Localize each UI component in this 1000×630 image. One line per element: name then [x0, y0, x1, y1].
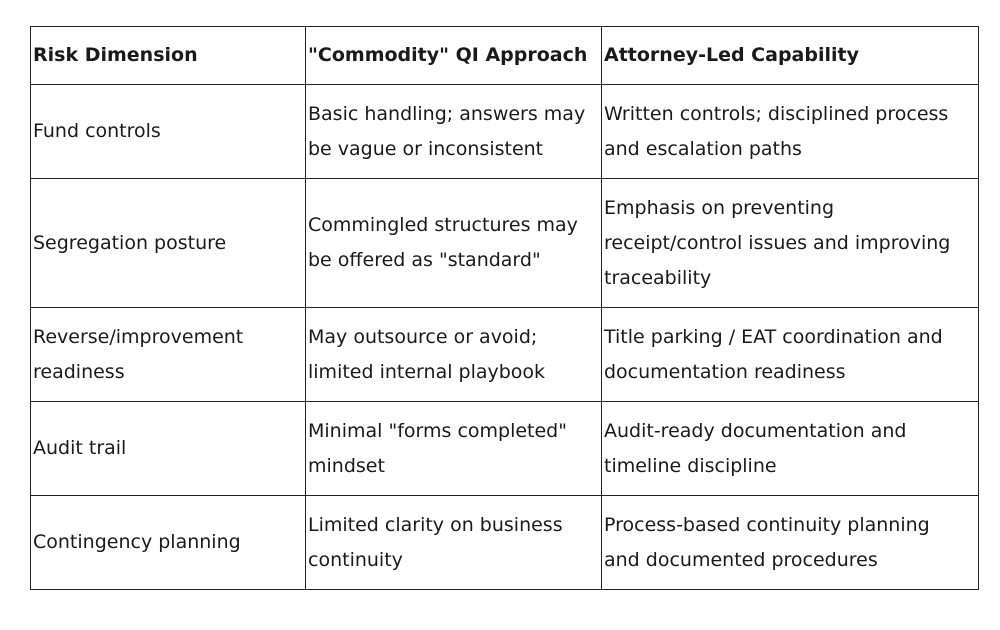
cell-commodity	[306, 308, 602, 402]
cell-line: Audit trail	[33, 437, 127, 459]
cell-dimension	[31, 496, 306, 590]
cell-line: Written controls; disciplined process	[604, 102, 949, 125]
cell-attorney	[602, 85, 979, 179]
cell-attorney	[602, 179, 979, 308]
cell-attorney	[602, 308, 979, 402]
table-row	[31, 308, 979, 402]
cell-line: receipt/control issues and improving	[604, 231, 951, 254]
cell-line: and documented procedures	[604, 548, 878, 571]
cell-dimension	[31, 308, 306, 402]
comparison-table	[30, 26, 979, 590]
cell-commodity	[306, 85, 602, 179]
cell-line: Reverse/improvement	[33, 325, 244, 348]
cell-line: be offered as "standard"	[308, 249, 541, 271]
cell-line: traceability	[604, 266, 712, 289]
cell-line: mindset	[308, 454, 385, 477]
cell-commodity	[306, 179, 602, 308]
table-row	[31, 496, 979, 590]
cell-line: limited internal playbook	[308, 360, 546, 383]
cell-line: Minimal "forms completed"	[308, 419, 567, 442]
cell-line: be vague or inconsistent	[308, 137, 544, 160]
header-attorney-led-capability: Attorney-Led Capability	[602, 27, 979, 85]
cell-line: Emphasis on preventing	[604, 196, 835, 219]
table-row	[31, 402, 979, 496]
cell-line: Audit-ready documentation and	[604, 419, 907, 442]
cell-line: timeline discipline	[604, 454, 777, 477]
cell-line: documentation readiness	[604, 360, 846, 383]
header-commodity-approach: "Commodity" QI Approach	[306, 27, 602, 85]
cell-line: Limited clarity on business	[308, 513, 563, 536]
cell-line: Basic handling; answers may	[308, 102, 586, 125]
cell-dimension	[31, 179, 306, 308]
header-risk-dimension: Risk Dimension	[31, 27, 306, 85]
cell-line: continuity	[308, 548, 403, 571]
cell-line: Segregation posture	[33, 231, 227, 254]
cell-attorney	[602, 496, 979, 590]
cell-line: Commingled structures may	[308, 214, 578, 236]
cell-attorney	[602, 402, 979, 496]
cell-commodity	[306, 496, 602, 590]
cell-line: readiness	[33, 360, 125, 383]
cell-dimension	[31, 85, 306, 179]
header-row	[31, 27, 979, 85]
cell-line: and escalation paths	[604, 137, 802, 160]
cell-line: Fund controls	[33, 120, 161, 142]
cell-commodity	[306, 402, 602, 496]
cell-line: Title parking / EAT coordination and	[604, 325, 943, 348]
cell-line: Contingency planning	[33, 531, 241, 553]
cell-dimension	[31, 402, 306, 496]
cell-line: May outsource or avoid;	[308, 325, 538, 348]
cell-line: Process-based continuity planning	[604, 513, 930, 536]
table-row	[31, 179, 979, 308]
table-row	[31, 85, 979, 179]
